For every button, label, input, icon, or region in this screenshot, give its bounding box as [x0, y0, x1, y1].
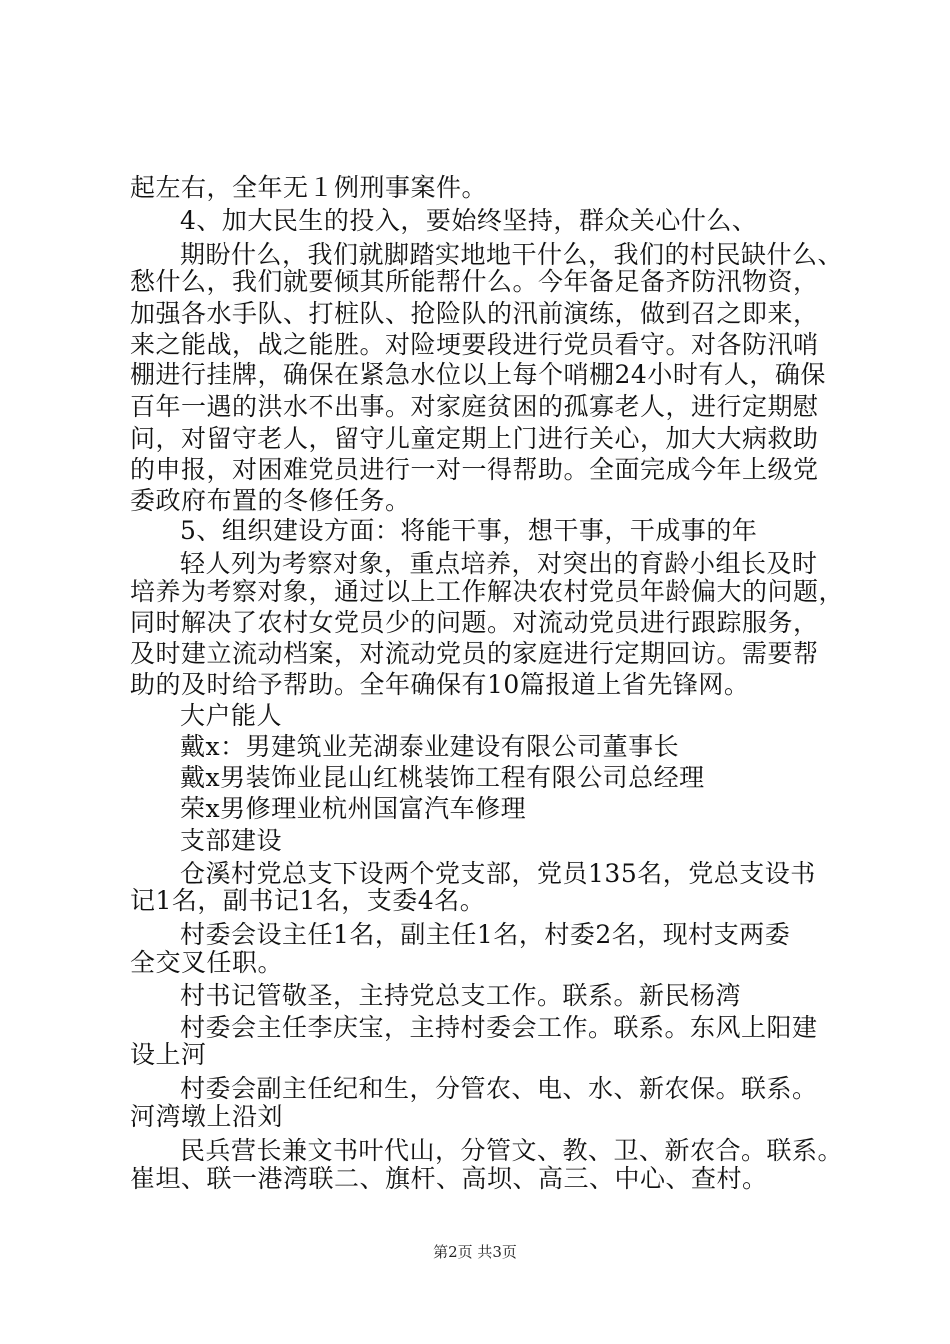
text-line: 崔坦、联一港湾联二、旗杆、高坝、高三、中心、查村。 [130, 1164, 768, 1193]
text-line: 委政府布置的冬修任务。 [130, 486, 411, 515]
section-heading: 大户能人 [180, 701, 283, 730]
text-line: 记1名，副书记1名，支委4名。 [130, 886, 486, 915]
text-line: 及时建立流动档案，对流动党员的家庭进行定期回访。需要帮 [130, 639, 819, 668]
text-line: 村委会设主任1名，副主任1名，村委2名，现村支两委 [180, 920, 791, 949]
text-line: 河湾墩上沿刘 [130, 1102, 284, 1131]
text-line: 戴x：男建筑业芜湖泰业建设有限公司董事长 [180, 732, 680, 761]
section-heading: 支部建设 [180, 826, 283, 855]
text-line: 村委会主任李庆宝，主持村委会工作。联系。东风上阳建 [180, 1013, 818, 1042]
text-line: 助的及时给予帮助。全年确保有10篇报道上省先锋网。 [130, 670, 750, 699]
text-line: 4、加大民生的投入，要始终坚持，群众关心什么、 [180, 206, 758, 235]
text-line: 百年一遇的洪水不出事。对家庭贫困的孤寡老人，进行定期慰 [130, 392, 819, 421]
text-line: 期盼什么，我们就脚踏实地地干什么，我们的村民缺什么、 [180, 240, 844, 269]
text-line: 的申报，对困难党员进行一对一得帮助。全面完成今年上级党 [130, 455, 819, 484]
text-line: 问，对留守老人，留守儿童定期上门进行关心，加大大病救助 [130, 424, 819, 453]
text-line: 加强各水手队、打桩队、抢险队的汛前演练，做到召之即来， [130, 299, 819, 328]
text-line: 村委会副主任纪和生，分管农、电、水、新农保。联系。 [180, 1074, 818, 1103]
text-line: 同时解决了农村女党员少的问题。对流动党员进行跟踪服务， [130, 608, 819, 637]
text-line: 愁什么，我们就要倾其所能帮什么。今年备足备齐防汛物资， [130, 267, 819, 296]
text-line: 棚进行挂牌，确保在紧急水位以上每个哨棚24小时有人，确保 [130, 360, 826, 389]
text-line: 设上河 [130, 1040, 207, 1069]
text-line: 来之能战，战之能胜。对险埂要段进行党员看守。对各防汛哨 [130, 330, 819, 359]
text-line: 民兵营长兼文书叶代山，分管文、教、卫、新农合。联系。 [180, 1136, 844, 1165]
text-line: 起左右，全年无１例刑事案件。 [130, 173, 488, 202]
text-line: 仓溪村党总支下设两个党支部，党员135名，党总支设书 [180, 859, 816, 888]
text-line: 5、组织建设方面：将能干事，想干事，干成事的年 [180, 516, 758, 545]
text-line: 村书记管敬圣，主持党总支工作。联系。新民杨湾 [180, 981, 742, 1010]
text-line: 荣x男修理业杭州国富汽车修理 [180, 794, 527, 823]
text-line: 培养为考察对象，通过以上工作解决农村党员年龄偏大的问题， [130, 577, 845, 606]
page-footer: 第2页 共3页 [433, 1243, 517, 1261]
text-line: 轻人列为考察对象，重点培养，对突出的育龄小组长及时 [180, 549, 818, 578]
text-line: 戴x男装饰业昆山红桃装饰工程有限公司总经理 [180, 763, 705, 792]
text-line: 全交叉任职。 [130, 948, 284, 977]
